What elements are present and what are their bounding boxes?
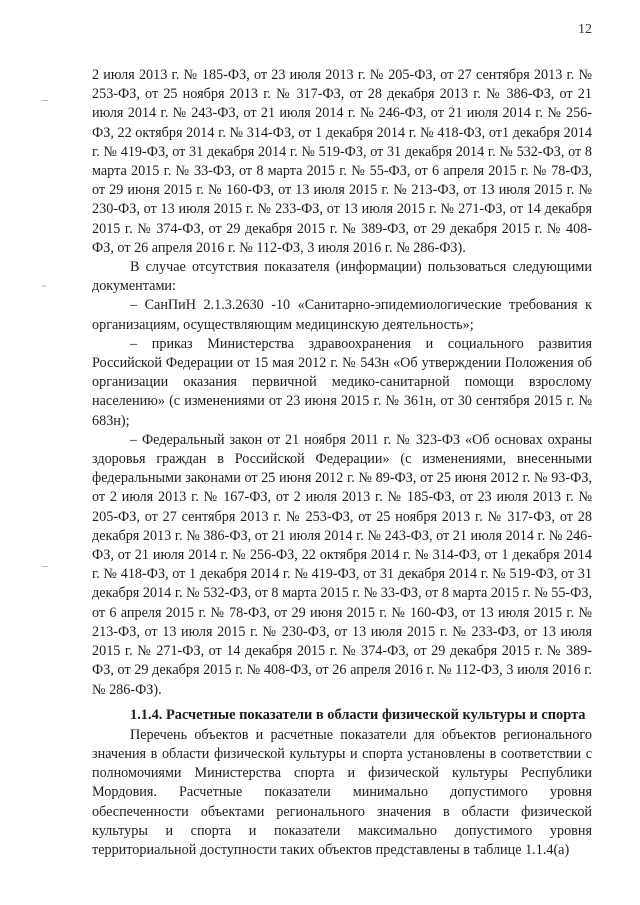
paragraph-absent-indicator: В случае отсутствия показателя (информации) пользоваться следующими документами: xyxy=(92,259,592,295)
document-body xyxy=(92,66,592,860)
section-heading: 1.1.4. Расчетные показатели в области физической культуры и спорта xyxy=(130,706,586,723)
page-number: 12 xyxy=(578,22,592,37)
margin-mark: – xyxy=(42,558,48,572)
paragraph-sanpin: – СанПиН 2.1.3.2630 -10 «Санитарно-эпидемиологические требования к организациям, осуществляющим медицинскую деятельность»; xyxy=(92,297,592,333)
paragraph-ministry-order: – приказ Министерства здравоохранения и социального развития Российской Федерации от 15 мая 2012 г. № 543н «Об утверждении Положения об организации оказания первичной медико-санитарной помощи взрослому населению» (с изменениями от 23 июня 2015 г. № 361н, от 30 сентября 2015 г. № 683н); xyxy=(92,335,592,429)
paragraph-federal-law: – Федеральный закон от 21 ноября 2011 г. № 323-ФЗ «Об основах охраны здоровья граждан в Российской Федерации» (с изменениями, внесенными федеральными законами от 25 июня 2012 г. № 89-ФЗ, от 25 июня 2012 г. № 93-ФЗ, от 2 июля 2013 г. № 167-ФЗ, от 2 июля 2013 г. № 185-ФЗ, от 23 июля 2013 г. № 205-ФЗ, от 27 сентября 2013 г. № 253-ФЗ, от 25 ноября 2013 г. № 317-ФЗ, от 28 декабря 2013 г. № 386-ФЗ, от 21 июля 2014 г. № 243-ФЗ, от 21 июля 2014 г. № 246-ФЗ, от 21 июля 2014 г. № 256-ФЗ, 22 октября 2014 г. № 314-ФЗ, от 1 декабря 2014 г. № 418-ФЗ, от 1 декабря 2014 г. № 419-ФЗ, от 31 декабря 2014 г. № 519-ФЗ, от 31 декабря 2014 г. № 532-ФЗ, от 8 марта 2015 г. № 33-ФЗ, от 8 марта 2015 г. № 55-ФЗ, от 6 апреля 2015 г. № 78-ФЗ, от 29 июня 2015 г. № 160-ФЗ, от 13 июля 2015 г. № 213-ФЗ, от 13 июля 2015 г. № 230-ФЗ, от 13 июля 2015 г. № 233-ФЗ, от 13 июля 2015 г. № 271-ФЗ, от 14 декабря 2015 г. № 374-ФЗ, от 29 декабря 2015 г. № 389-ФЗ, от 29 декабря 2015 г. № 408-ФЗ, от 26 апреля 2016 г. № 112-ФЗ, 3 июля 2016 г. № 286-ФЗ). xyxy=(92,431,592,698)
margin-mark: – xyxy=(42,92,48,106)
paragraph-sport-intro: Перечень объектов и расчетные показатели для объектов регионального значения в области физической культуры и спорта установлены в соответствии с полномочиями Министерства спорта и физической культуры Республики Мордовия. Расчетные показатели минимально допустимого уровня обеспеченности объектами регионального значения в области физической культуры и спорта и показатели максимально допустимого уровня территориальной доступности таких объектов представлены в таблице 1.1.4(а) xyxy=(92,726,592,858)
margin-mark: - xyxy=(42,278,46,292)
paragraph-continuation: 2 июля 2013 г. № 185-ФЗ, от 23 июля 2013 г. № 205-ФЗ, от 27 сентября 2013 г. № 253-ФЗ, от 25 ноября 2013 г. № 317-ФЗ, от 28 декабря 2013 г. № 386-ФЗ, от 21 июля 2014 г. № 243-ФЗ, от 21 июля 2014 г. № 246-ФЗ, от 21 июля 2014 г. № 256-ФЗ, 22 октября 2014 г. № 314-ФЗ, от 1 декабря 2014 г. № 418-ФЗ, от1 декабря 2014 г. № 419-ФЗ, от 31 декабря 2014 г. № 519-ФЗ, от 31 декабря 2014 г. № 532-ФЗ, от 8 марта 2015 г. № 33-ФЗ, от 8 марта 2015 г. № 55-ФЗ, от 6 апреля 2015 г. № 78-ФЗ, от 29 июня 2015 г. № 160-ФЗ, от 13 июля 2015 г. № 213-ФЗ, от 13 июля 2015 г. № 230-ФЗ, от 13 июля 2015 г. № 233-ФЗ, от 13 июля 2015 г. № 271-ФЗ, от 14 декабря 2015 г. № 374-ФЗ, от 29 декабря 2015 г. № 389-ФЗ, от 29 декабря 2015 г. № 408-ФЗ, от 26 апреля 2016 г. № 112-ФЗ, 3 июля 2016 г. № 286-ФЗ). xyxy=(92,67,592,256)
